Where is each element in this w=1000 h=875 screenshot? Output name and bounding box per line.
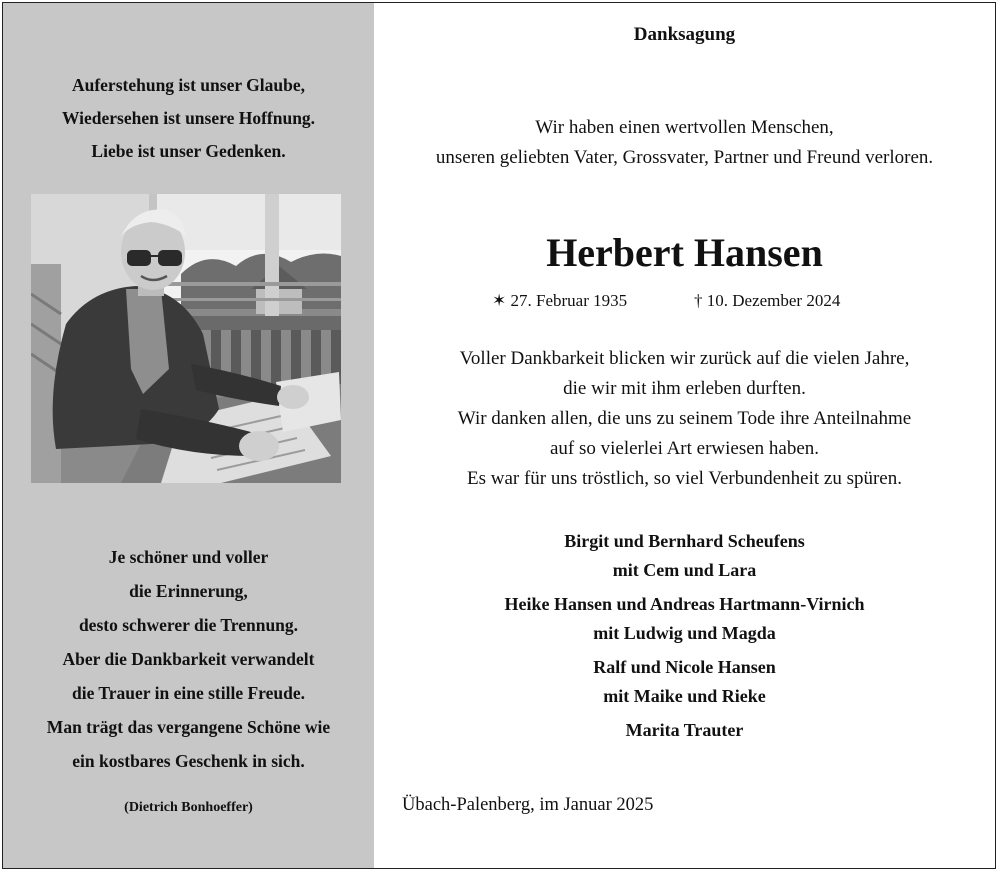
family-line: mit Maike und Rieke: [603, 686, 766, 706]
thanks-line: die wir mit ihm erleben durften.: [563, 378, 806, 399]
thanks-line: Voller Dankbarkeit blicken wir zurück auf die vielen Jahre,: [459, 348, 910, 369]
portrait-photo: [31, 194, 341, 483]
family-line: Marita Trauter: [625, 720, 744, 740]
family-line: mit Cem und Lara: [612, 560, 757, 580]
family-group: [374, 653, 995, 711]
family-group: [374, 590, 995, 648]
deceased-name: Herbert Hansen: [546, 230, 823, 275]
birth-date: ✶ 27. Februar 1935: [492, 291, 628, 310]
family-line: Birgit und Bernhard Scheufens: [564, 531, 805, 551]
quote-top-line: Liebe ist unser Gedenken.: [91, 141, 286, 161]
family-line: Heike Hansen und Andreas Hartmann-Virnich: [504, 594, 865, 614]
death-date: † 10. Dezember 2024: [694, 291, 841, 310]
place-date: Übach-Palenberg, im Januar 2025: [402, 795, 654, 815]
quote-top-line: Auferstehung ist unser Glaube,: [71, 75, 306, 95]
notice-heading: Danksagung: [633, 24, 736, 45]
quote-author: (Dietrich Bonhoeffer): [124, 800, 253, 815]
quote-bottom-line: Aber die Dankbarkeit verwandelt: [62, 649, 315, 669]
portrait-photo-image: [31, 194, 341, 483]
quote-bottom-line: Je schöner und voller: [108, 547, 269, 567]
left-panel: [3, 3, 374, 868]
family-group: [374, 716, 995, 745]
right-panel: [374, 3, 995, 868]
quote-bottom-line: die Trauer in eine stille Freude.: [72, 683, 305, 703]
family-line: mit Ludwig und Magda: [593, 623, 776, 643]
family-signatures: [374, 527, 995, 750]
thanks-line: Es war für uns tröstlich, so viel Verbundenheit zu spüren.: [467, 468, 902, 489]
family-group: [374, 527, 995, 585]
quote-top-line: Wiedersehen ist unsere Hoffnung.: [61, 108, 316, 128]
quote-top: [3, 69, 374, 168]
obituary-notice: [2, 2, 996, 869]
intro-text: [374, 113, 995, 173]
thanks-line: Wir danken allen, die uns zu seinem Tode ihre Anteilnahme: [457, 408, 912, 429]
quote-bottom-line: Man trägt das vergangene Schöne wie: [46, 717, 331, 737]
quote-bottom-line: die Erinnerung,: [129, 581, 248, 601]
intro-line: Wir haben einen wertvollen Menschen,: [535, 117, 834, 138]
thanks-text: [374, 344, 995, 494]
quote-bottom-line: desto schwerer die Trennung.: [78, 615, 299, 635]
family-line: Ralf und Nicole Hansen: [593, 657, 776, 677]
thanks-line: auf so vielerlei Art erwiesen haben.: [549, 438, 820, 459]
quote-bottom-line: ein kostbares Geschenk in sich.: [72, 751, 305, 771]
intro-line: unseren geliebten Vater, Grossvater, Partner und Freund verloren.: [435, 147, 934, 168]
quote-bottom: [3, 540, 374, 820]
